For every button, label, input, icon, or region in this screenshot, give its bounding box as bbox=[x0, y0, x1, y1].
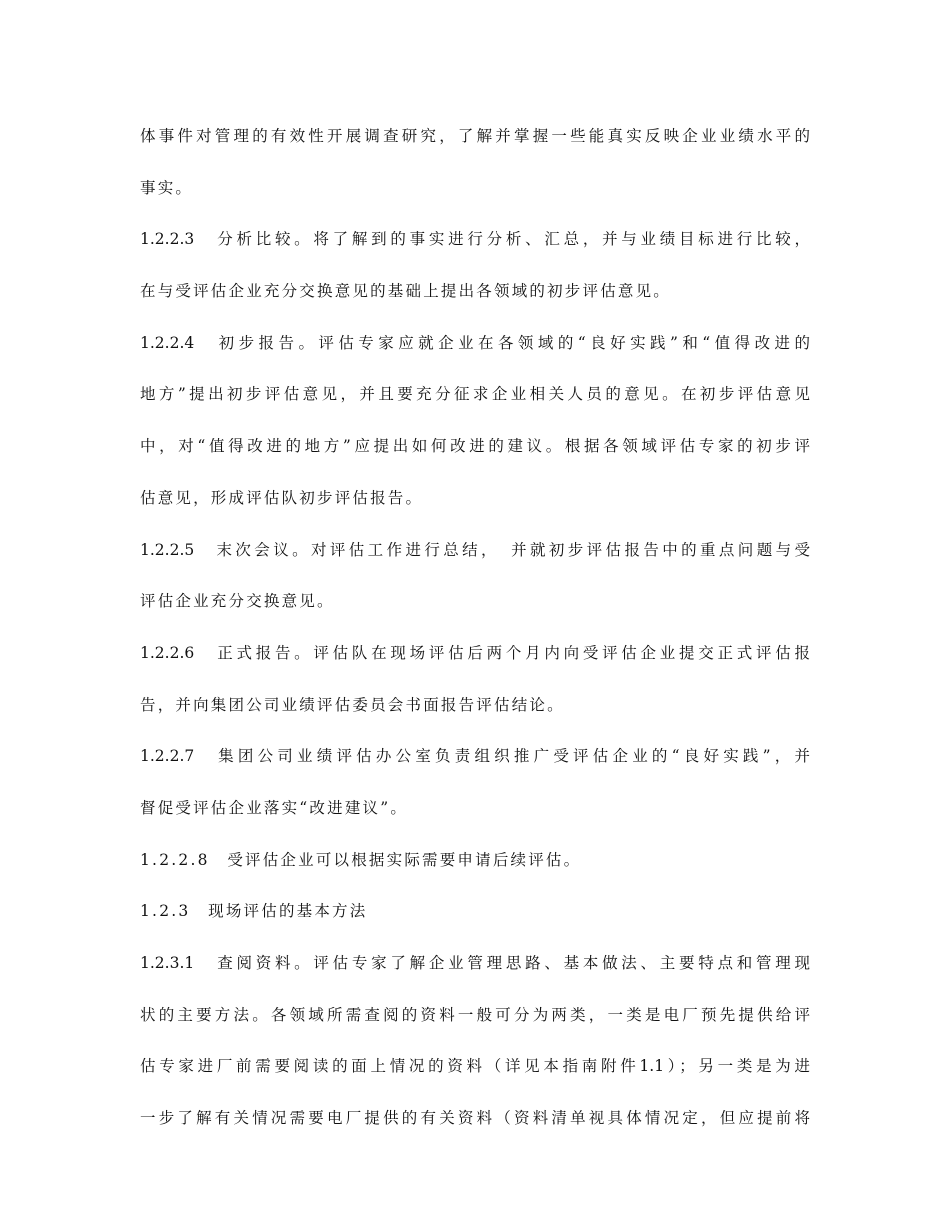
text-line: 1.2.3.1 查阅资料。评估专家了解企业管理思路、基本做法、主要特点和管理现 bbox=[140, 954, 810, 972]
text-line: 事实。 bbox=[140, 178, 194, 197]
text-line: 体事件对管理的有效性开展调查研究，了解并掌握一些能真实反映企业业绩水平的 bbox=[140, 127, 810, 145]
text-line: 状的主要方法。各领域所需查阅的资料一般可分为两类，一类是电厂预先提供给评 bbox=[140, 1005, 810, 1024]
text-line: 中，对“值得改进的地方”应提出如何改进的建议。根据各领域评估专家的初步评 bbox=[140, 437, 810, 456]
text-line: 在与受评估企业充分交换意见的基础上提出各领域的初步评估意见。 bbox=[140, 282, 672, 301]
text-line: 1.2.2.3 分析比较。将了解到的事实进行分析、汇总，并与业绩目标进行比较， bbox=[140, 230, 810, 249]
text-line: 一步了解有关情况需要电厂提供的有关资料（资料清单视具体情况定，但应提前将 bbox=[140, 1109, 810, 1128]
text-line: 告，并向集团公司业绩评估委员会书面报告评估结论。 bbox=[140, 695, 565, 714]
text-line: 地方”提出初步评估意见，并且要充分征求企业相关人员的意见。在初步评估意见 bbox=[140, 385, 810, 404]
text-line: 估专家进厂前需要阅读的面上情况的资料（详见本指南附件1.1）；另一类是为进 bbox=[140, 1057, 810, 1076]
text-line: 1.2.2.8 受评估企业可以根据实际需要申请后续评估。 bbox=[140, 850, 582, 869]
text-line: 1.2.2.5 末次会议。对评估工作进行总结， 并就初步评估报告中的重点问题与受 bbox=[140, 540, 810, 559]
text-line: 督促受评估企业落实“改进建议”。 bbox=[140, 798, 409, 817]
text-line: 1.2.2.4 初步报告。评估专家应就企业在各领域的“良好实践”和“值得改进的 bbox=[140, 333, 810, 352]
text-line: 1.2.2.6 正式报告。评估队在现场评估后两个月内向受评估企业提交正式评估报 bbox=[140, 643, 810, 662]
text-line: 1.2.2.7 集团公司业绩评估办公室负责组织推广受评估企业的“良好实践”，并 bbox=[140, 747, 810, 766]
text-line: 评估企业充分交换意见。 bbox=[140, 592, 335, 611]
text-line: 估意见，形成评估队初步评估报告。 bbox=[140, 488, 424, 507]
document-body bbox=[140, 126, 810, 1160]
text-line: 1.2.3 现场评估的基本方法 bbox=[140, 902, 368, 921]
